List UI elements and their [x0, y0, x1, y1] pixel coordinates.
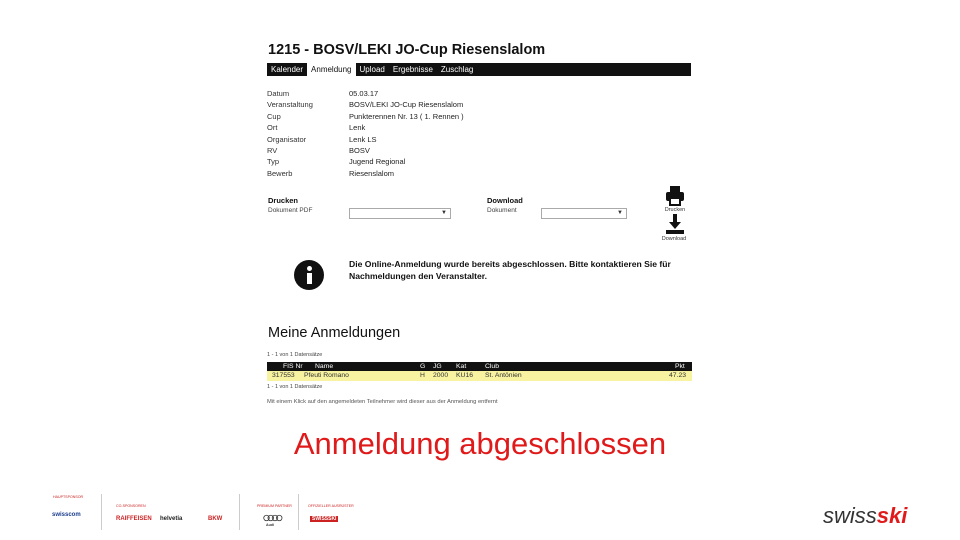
- sponsor-group-label: CO-SPONSOREN: [116, 504, 146, 508]
- download-heading: Download: [487, 196, 523, 205]
- download-icon-label: Download: [661, 236, 687, 242]
- detail-value: Punkterennen Nr. 13 ( 1. Rennen ): [349, 111, 464, 121]
- cell-club: St. Antönien: [485, 372, 522, 379]
- page-title: 1215 - BOSV/LEKI JO-Cup Riesenslalom: [268, 42, 546, 58]
- info-icon: [294, 260, 324, 290]
- detail-value: BOSV/LEKI JO-Cup Riesenslalom: [349, 100, 464, 110]
- chevron-down-icon: ▼: [441, 210, 447, 216]
- tab-upload[interactable]: Upload: [359, 65, 385, 74]
- detail-label: Ort: [267, 123, 278, 133]
- table-footnote: Mit einem Klick auf den angemeldeten Teilnehmer wird dieser aus der Anmeldung entfernt: [267, 399, 498, 405]
- tab-ergebnisse[interactable]: Ergebnisse: [392, 65, 433, 74]
- cell-name: Pfeuti Romano: [304, 372, 349, 379]
- col-pkt[interactable]: Pkt: [675, 363, 685, 370]
- chevron-down-icon: ▼: [617, 210, 623, 216]
- cell-fis-nr: 317553: [272, 372, 295, 379]
- tab-bar: [267, 63, 691, 76]
- detail-value: BOSV: [349, 146, 370, 155]
- detail-label: Bewerb: [267, 168, 293, 178]
- cell-gender: H: [420, 372, 425, 379]
- table-header: [267, 362, 692, 371]
- detail-label: Organisator: [267, 134, 307, 144]
- pager-top: 1 - 1 von 1 Datensätze: [267, 352, 323, 358]
- detail-label: Typ: [267, 157, 280, 167]
- detail-label: Veranstaltung: [267, 100, 313, 110]
- cell-jg: 2000: [433, 372, 449, 379]
- col-fis-nr[interactable]: FIS Nr: [283, 363, 303, 370]
- detail-value: Lenk: [349, 123, 366, 133]
- download-document-select[interactable]: [541, 208, 627, 219]
- cell-pkt: 47.23: [669, 372, 687, 379]
- registrations-heading: Meine Anmeldungen: [268, 325, 401, 341]
- print-icon-label: Drucken: [664, 207, 686, 213]
- brand-part1: swiss: [823, 503, 877, 528]
- sponsor-logo-audi: Audi: [266, 523, 274, 527]
- col-name[interactable]: Name: [315, 363, 334, 370]
- cell-kat: KU16: [456, 372, 474, 379]
- swissski-logo: [823, 503, 907, 529]
- print-document-select[interactable]: [349, 208, 451, 219]
- divider: [239, 494, 240, 530]
- divider: [298, 494, 299, 530]
- col-club[interactable]: Club: [485, 363, 499, 370]
- pager-bottom: 1 - 1 von 1 Datensätze: [267, 384, 323, 390]
- divider: [101, 494, 102, 530]
- brand-part2: ski: [876, 503, 908, 528]
- print-heading: Drucken: [268, 196, 299, 205]
- audi-rings-icon: [263, 514, 283, 522]
- download-doc-label: Dokument: [487, 207, 517, 214]
- col-gender[interactable]: G: [420, 363, 426, 370]
- detail-label: RV: [267, 146, 278, 155]
- table-row[interactable]: [267, 371, 692, 381]
- detail-value: 05.03.17: [349, 89, 379, 98]
- sponsor-logo-raiffeisen: RAIFFEISEN: [116, 516, 152, 522]
- download-icon[interactable]: [663, 212, 687, 236]
- col-kat[interactable]: Kat: [456, 363, 467, 370]
- sponsor-logo-helvetia: helvetia: [160, 516, 183, 522]
- sponsor-group-label: OFFIZIELLER AUSRÜSTER: [308, 504, 354, 508]
- detail-value: Lenk LS: [349, 134, 377, 144]
- detail-label: Cup: [267, 111, 281, 121]
- sponsor-logo-swisscom: swisscom: [52, 512, 81, 518]
- col-jg[interactable]: JG: [433, 363, 442, 370]
- sponsor-logo-swissski: SWISSSKI: [312, 516, 337, 522]
- tab-kalender[interactable]: Kalender: [271, 65, 304, 74]
- tab-anmeldung[interactable]: Anmeldung: [307, 63, 355, 76]
- print-doc-label: Dokument PDF: [268, 207, 313, 214]
- closed-notice: Die Online-Anmeldung wurde bereits abgeschlossen. Bitte kontaktieren Sie für Nachmeldungen den Veranstalter.: [349, 259, 671, 281]
- sponsor-logo-bkw: BKW: [208, 516, 223, 522]
- sponsor-group-label: HAUPTSPONSOR: [53, 495, 84, 499]
- tab-zuschlag[interactable]: Zuschlag: [440, 65, 474, 74]
- detail-value: Jugend Regional: [349, 157, 406, 167]
- detail-label: Datum: [267, 89, 290, 98]
- detail-value: Riesenslalom: [349, 168, 395, 178]
- sponsor-group-label: PREMIUM PARTNER: [257, 504, 292, 508]
- slide-caption: Anmeldung abgeschlossen: [293, 426, 667, 461]
- printer-icon[interactable]: [663, 184, 687, 208]
